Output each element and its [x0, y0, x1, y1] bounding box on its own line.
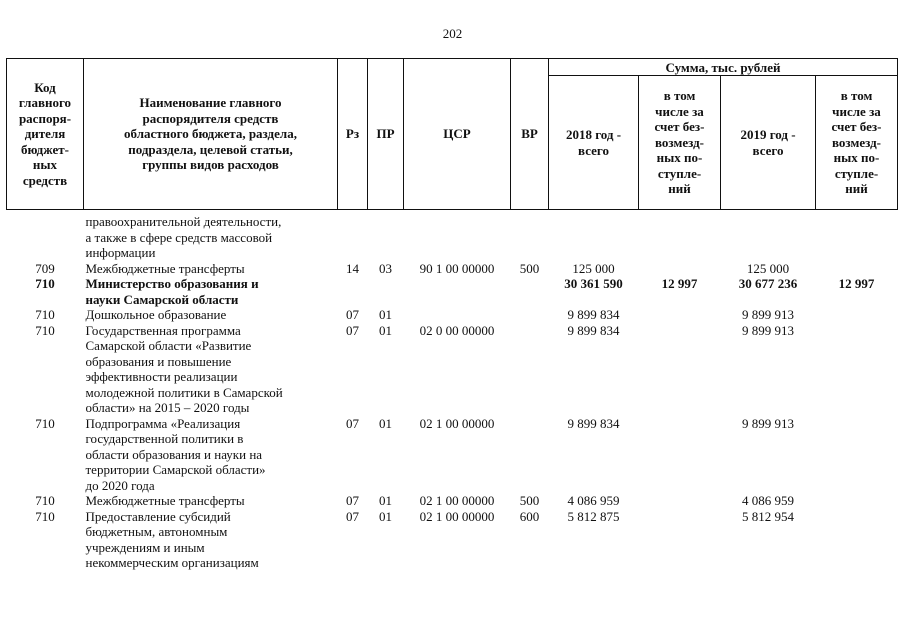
- rz-cell: 07: [346, 415, 359, 431]
- header-csr: ЦСР: [404, 59, 511, 210]
- rz-cell: 07: [346, 307, 359, 322]
- pr-cell: 01: [379, 508, 392, 524]
- code-cell: [7, 210, 84, 261]
- code-cell: 710: [35, 508, 55, 524]
- pr-cell: [368, 210, 404, 261]
- sum-2018-free-cell: [639, 509, 721, 571]
- header-vr: ВР: [511, 59, 549, 210]
- vr-cell: 600: [519, 508, 540, 524]
- rz-cell: [338, 210, 368, 261]
- csr-cell: [404, 210, 511, 261]
- csr-cell: 90 1 00 00000: [419, 260, 495, 276]
- sum-2018-free-cell: [639, 323, 721, 416]
- sum-2018-free-cell: [639, 210, 721, 261]
- csr-cell: 02 1 00 00000: [419, 415, 495, 431]
- code-cell: 710: [35, 322, 55, 338]
- table-body: [7, 210, 898, 571]
- pr-cell: 01: [379, 415, 392, 431]
- vr-cell: 500: [519, 260, 540, 276]
- sum-2019-free-cell: [816, 210, 898, 261]
- pr-cell: 01: [379, 493, 392, 508]
- name-cell: Предоставление субсидий бюджетным, автономным учреждениям и иным некоммерческим организациям: [85, 508, 259, 570]
- table-row: [7, 276, 898, 307]
- sum-2019-total-cell: 4 086 959: [742, 493, 794, 508]
- header-2019-free: в том числе за счет без- возмезд- ных по- ступле- ний: [816, 76, 898, 210]
- sum-2018-total-cell: 9 899 834: [567, 415, 620, 431]
- header-sum-group: Сумма, тыс. рублей: [549, 59, 898, 76]
- pr-cell: [368, 276, 404, 307]
- csr-cell: 02 0 00 00000: [419, 322, 495, 338]
- sum-2018-total-cell: [549, 210, 639, 261]
- vr-cell: 500: [519, 493, 540, 508]
- vr-cell: [511, 416, 549, 494]
- sum-2018-free-cell: [639, 261, 721, 277]
- header-code: Код главного распоря- дителя бюджет- ных средств: [7, 59, 84, 210]
- header-rz: Рз: [338, 59, 368, 210]
- table-row: [7, 509, 898, 571]
- vr-cell: [511, 210, 549, 261]
- code-cell: 710: [35, 415, 55, 431]
- name-cell: Дошкольное образование: [85, 307, 227, 322]
- csr-cell: [404, 276, 511, 307]
- name-cell: Межбюджетные трансферты: [85, 493, 245, 508]
- table-row: [7, 416, 898, 494]
- table-row: [7, 307, 898, 323]
- table-row: [7, 323, 898, 416]
- sum-2019-total-cell: 9 899 913: [742, 307, 794, 322]
- sum-2019-free-cell: [816, 493, 898, 509]
- sum-2019-free-cell: [816, 323, 898, 416]
- code-cell: 710: [35, 493, 55, 508]
- header-pr: ПР: [368, 59, 404, 210]
- header-2018-total: 2018 год - всего: [549, 76, 639, 210]
- table-header: [7, 59, 898, 210]
- pr-cell: 03: [379, 260, 392, 276]
- table-row: [7, 261, 898, 277]
- sum-2018-total-cell: 30 361 590: [564, 276, 623, 291]
- header-name: Наименование главного распорядителя средств областного бюджета, раздела, подраздела, целевой статьи, группы видов расходов: [84, 59, 338, 210]
- sum-2018-total-cell: 125 000: [572, 260, 615, 276]
- rz-cell: 07: [346, 508, 359, 524]
- name-cell: Государственная программа Самарской области «Развитие образования и повышение эффективности реализации молодежной политики в Самарской области» на 2015 – 2020 годы: [85, 322, 283, 415]
- table-row: [7, 493, 898, 509]
- vr-cell: [511, 276, 549, 307]
- pr-cell: 01: [379, 322, 392, 338]
- sum-2019-total-cell: 30 677 236: [738, 276, 798, 291]
- code-cell: 709: [35, 260, 55, 276]
- name-cell: правоохранительной деятельности, а также в сфере средств массовой информации: [85, 214, 282, 260]
- sum-2019-total-cell: 9 899 913: [742, 415, 794, 431]
- rz-cell: 07: [346, 493, 359, 508]
- code-cell: 710: [35, 276, 55, 291]
- sum-2019-free-cell: [816, 261, 898, 277]
- sum-2018-total-cell: 4 086 959: [567, 493, 620, 508]
- code-cell: 710: [35, 307, 55, 322]
- sum-2018-free-cell: 12 997: [661, 276, 698, 291]
- sum-2019-free-cell: [816, 416, 898, 494]
- pr-cell: 01: [379, 307, 392, 322]
- name-cell: Подпрограмма «Реализация государственной политики в области образования и науки на территории Самарской области» до 2020 года: [85, 415, 266, 493]
- sum-2018-free-cell: [639, 493, 721, 509]
- sum-2019-total-cell: 9 899 913: [742, 322, 794, 338]
- budget-table: [6, 58, 898, 571]
- sum-2018-free-cell: [639, 416, 721, 494]
- sum-2019-total-cell: 5 812 954: [742, 508, 794, 524]
- sum-2018-total-cell: 5 812 875: [567, 508, 620, 524]
- csr-cell: 02 1 00 00000: [419, 493, 495, 508]
- sum-2019-free-cell: [816, 509, 898, 571]
- vr-cell: [511, 323, 549, 416]
- sum-2019-free-cell: [816, 307, 898, 323]
- rz-cell: 07: [346, 322, 359, 338]
- csr-cell: [404, 307, 511, 323]
- sum-2018-total-cell: 9 899 834: [567, 307, 620, 322]
- header-2018-free: в том числе за счет без- возмезд- ных по- ступле- ний: [639, 76, 721, 210]
- name-cell: Межбюджетные трансферты: [85, 260, 245, 276]
- vr-cell: [511, 307, 549, 323]
- sum-2019-total-cell: [721, 210, 816, 261]
- sum-2018-free-cell: [639, 307, 721, 323]
- sum-2018-total-cell: 9 899 834: [567, 322, 620, 338]
- name-cell: Министерство образования и науки Самарской области: [85, 276, 259, 307]
- page-number: 202: [442, 26, 463, 41]
- sum-2019-total-cell: 125 000: [746, 260, 790, 276]
- table-row: [7, 210, 898, 261]
- rz-cell: 14: [346, 260, 359, 276]
- csr-cell: 02 1 00 00000: [419, 508, 495, 524]
- sum-2019-free-cell: 12 997: [838, 276, 875, 291]
- rz-cell: [338, 276, 368, 307]
- header-2019-total: 2019 год - всего: [721, 76, 816, 210]
